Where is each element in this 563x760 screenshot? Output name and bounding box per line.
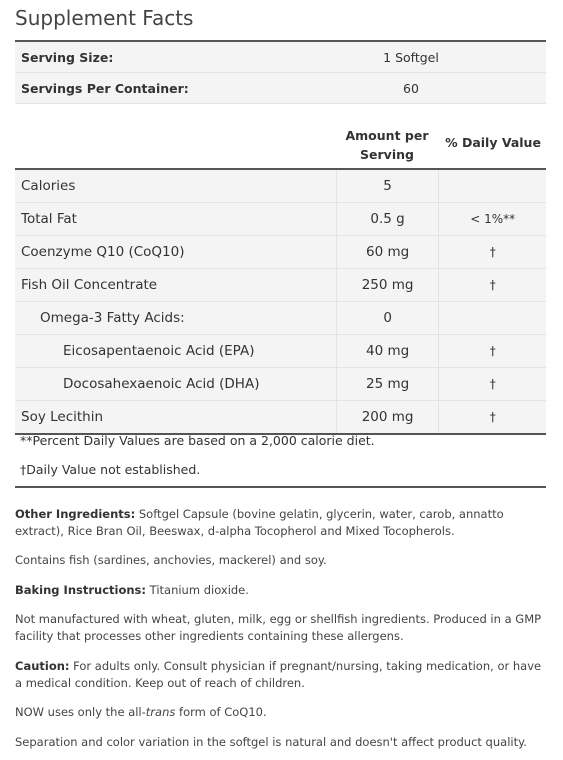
nutrient-amount: 60 mg (336, 236, 439, 268)
now-prefix: NOW uses only the all- (15, 705, 146, 719)
servings-per-container-value: 60 (403, 80, 419, 96)
amount-header-line2: Serving (360, 147, 414, 162)
table-row (15, 236, 546, 269)
caution-text: For adults only. Consult physician if pregnant/nursing, taking medication, or have a medical condition. Keep out of reach of children. (15, 659, 542, 690)
nutrient-daily-value: † (438, 401, 546, 433)
nutrient-name: Coenzyme Q10 (CoQ10) (21, 244, 185, 260)
nutrient-daily-value: † (438, 368, 546, 400)
coq10-form-statement (15, 704, 550, 721)
page-title: Supplement Facts (15, 6, 194, 30)
baking-text: Titanium dioxide. (146, 583, 249, 597)
nutrient-name: Fish Oil Concentrate (21, 277, 158, 293)
baking-instructions (15, 582, 550, 599)
nutrient-name: Total Fat (21, 211, 77, 227)
footnote-percent-dv: **Percent Daily Values are based on a 2,000 calorie diet. (20, 433, 375, 448)
not-manufactured-statement: Not manufactured with wheat, gluten, milk, egg or shellfish ingredients. Produced in a GMP facility that processes other ingredients containing these allergens. (15, 612, 542, 643)
servings-per-container-label: Servings Per Container: (21, 80, 189, 96)
nutrient-daily-value: < 1%** (438, 203, 546, 235)
nutrient-name: Eicosapentaenoic Acid (EPA) (63, 343, 255, 359)
caution-label: Caution: (15, 659, 70, 673)
allergen-contains: Contains fish (sardines, anchovies, mackerel) and soy. (15, 553, 327, 567)
caution-statement (15, 658, 550, 692)
nutrient-amount: 5 (336, 170, 439, 202)
nutrient-name: Omega-3 Fatty Acids: (40, 310, 185, 326)
serving-size-label: Serving Size: (21, 49, 114, 65)
nutrient-daily-value: † (438, 236, 546, 268)
nutrient-daily-value: † (438, 269, 546, 301)
table-header (15, 122, 546, 170)
table-row (15, 368, 546, 401)
nutrient-amount: 40 mg (336, 335, 439, 367)
baking-label: Baking Instructions: (15, 583, 146, 597)
nutrient-amount: 0 (336, 302, 439, 334)
table-row (15, 401, 546, 433)
nutrient-amount: 0.5 g (336, 203, 439, 235)
nutrient-daily-value (438, 170, 546, 202)
servings-per-container-row (15, 73, 546, 104)
other-ingredients-label: Other Ingredients: (15, 507, 136, 521)
now-suffix: form of CoQ10. (175, 705, 267, 719)
separation-statement: Separation and color variation in the softgel is natural and doesn't affect product quality. (15, 735, 527, 749)
now-italic: trans (145, 705, 176, 719)
amount-per-serving-header (337, 126, 437, 164)
nutrient-name: Docosahexaenoic Acid (DHA) (63, 376, 260, 392)
nutrient-table (15, 170, 546, 435)
nutrient-amount: 250 mg (336, 269, 439, 301)
nutrient-amount: 25 mg (336, 368, 439, 400)
nutrient-daily-value (438, 302, 546, 334)
daily-value-header: % Daily Value (445, 135, 541, 150)
serving-size-row (15, 42, 546, 73)
footnote-not-established: †Daily Value not established. (20, 462, 201, 477)
divider (15, 486, 546, 488)
table-row (15, 203, 546, 236)
nutrient-name: Soy Lecithin (21, 409, 104, 425)
other-ingredients (15, 506, 550, 540)
nutrient-amount: 200 mg (336, 401, 439, 433)
table-row (15, 335, 546, 368)
serving-info (15, 40, 546, 104)
serving-size-value: 1 Softgel (383, 49, 439, 65)
nutrient-name: Calories (21, 178, 76, 194)
table-row (15, 269, 546, 302)
nutrient-daily-value: † (438, 335, 546, 367)
other-ingredients-text: Softgel Capsule (bovine gelatin, glycerin, water, carob, annatto extract), Rice Bran Oil, Beeswax, d-alpha Tocopherol and Mixed Tocopherols. (15, 507, 504, 538)
amount-header-line1: Amount per (345, 128, 429, 143)
table-row (15, 302, 546, 335)
table-row (15, 170, 546, 203)
